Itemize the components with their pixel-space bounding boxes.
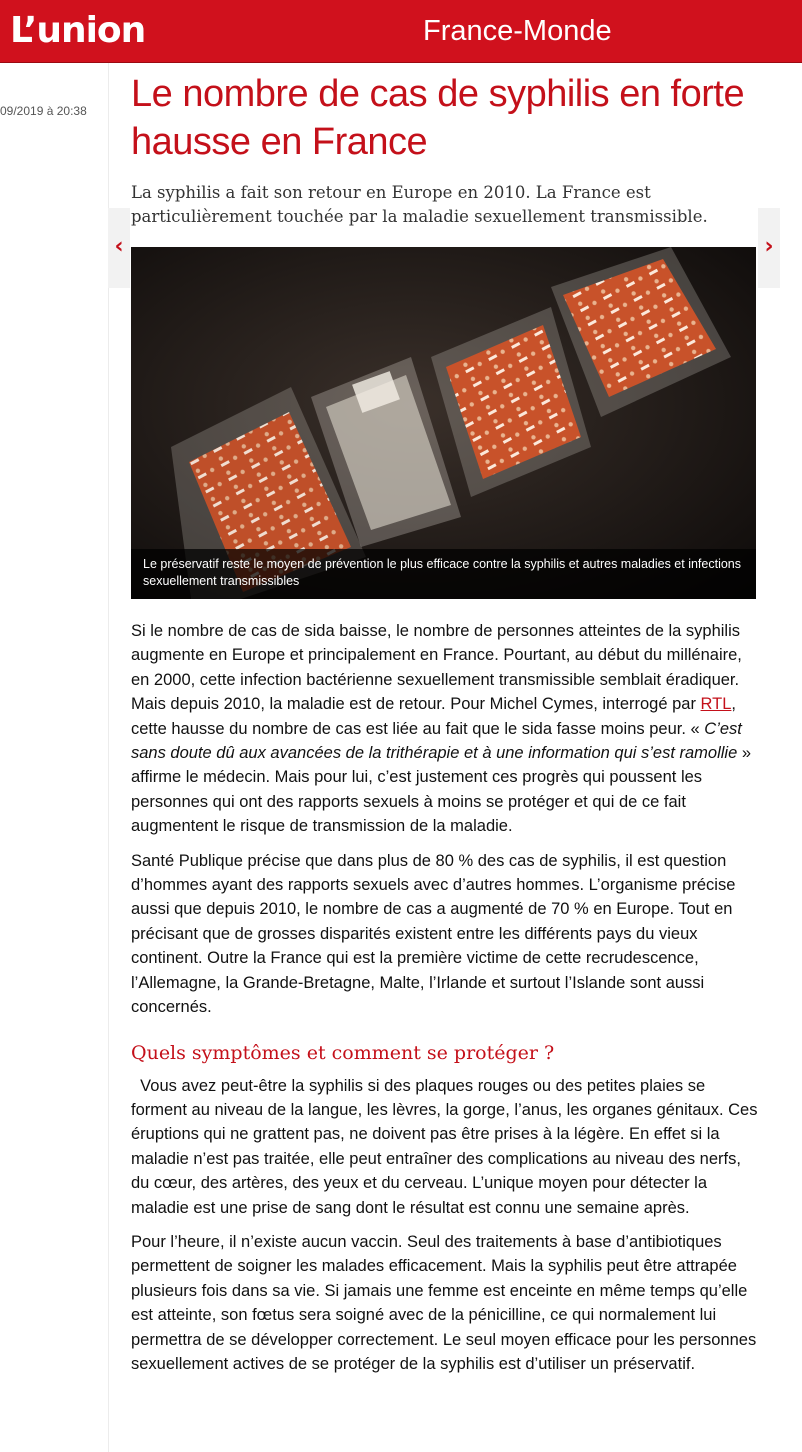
- paragraph-1-text-b: , cette hausse du nombre de cas est liée au fait que le sida fasse moins peur. «: [131, 695, 737, 738]
- doctor-quote: C’est sans doute dû aux avancées de la trithérapie et à une information qui s’est ramollie: [131, 719, 742, 763]
- top-bar: [0, 0, 802, 63]
- site-logo[interactable]: L’union: [10, 10, 146, 51]
- article-title: Le nombre de cas de syphilis en forte hausse en France: [131, 73, 745, 163]
- condom-packages-illustration: [131, 247, 756, 599]
- section-subheading: Quels symptômes et comment se protéger ?: [131, 1041, 555, 1064]
- paragraph-1-text-c: » affirme le médecin. Mais pour lui, c’est justement ces progrès qui poussent les personnes qui ont des rapports sexuels à moins se protéger et qui de ce fait augmentent le risque de transmission de la maladie.: [131, 744, 752, 836]
- rtl-link[interactable]: RTL: [700, 695, 732, 714]
- left-rail: [0, 63, 109, 1452]
- paragraph-2: Santé Publique précise que dans plus de 80 % des cas de syphilis, il est question d’hommes ayant des rapports sexuels avec d’autres hommes. L’organisme précise aussi que depuis 2010, le nombre de cas a augmenté de 70 % en Europe. Tout en précisant que de grosses disparités existent entre les différents pays du vieux continent. Outre la France qui est la première victime de cette recrudescence, l’Allemagne, la Grande-Bretagne, Malte, l’Irlande et surtout l’Islande sont aussi concernés.: [131, 851, 736, 1017]
- paragraph-4: Pour l’heure, il n’existe aucun vaccin. Seul des traitements à base d’antibiotiques permettent de soigner les malades efficacement. Mais la syphilis peut être attrapée plusieurs fois dans sa vie. Si jamais une femme est enceinte en même temps qu’elle est atteinte, son fœtus sera soigné avec de la pénicilline, ce qui normalement lui permettra de se développer correctement. Le seul moyen efficace pour les personnes sexuellement actives de se protéger de la syphilis est d’utiliser un préservatif.: [131, 1232, 757, 1373]
- paragraph-3: [131, 1074, 761, 1220]
- article-body: [131, 619, 761, 1386]
- paragraph-1-text-a: Si le nombre de cas de sida baisse, le nombre de personnes atteintes de la syphilis augmente en Europe et principalement en France. Pourtant, au début du millénaire, en 2000, cette infection bactérienne sexuellement transmissible semblait éradiquer. Mais depuis 2010, la maladie est de retour. Pour Michel Cymes, interrogé par: [131, 622, 742, 714]
- section-title[interactable]: France-Monde: [423, 15, 612, 47]
- paragraph-1: [131, 619, 761, 839]
- photo-caption: Le préservatif reste le moyen de prévention le plus efficace contre la syphilis et autres maladies et infections sexuellement transmissibles: [131, 549, 756, 599]
- article-photo[interactable]: [131, 247, 756, 599]
- article-lede: La syphilis a fait son retour en Europe en 2010. La France est particulièrement touchée par la maladie sexuellement transmissible.: [131, 183, 708, 226]
- slider-next-icon[interactable]: ›: [764, 234, 774, 259]
- publish-date: 09/2019 à 20:38: [0, 104, 87, 118]
- paragraph-3-text: Vous avez peut-être la syphilis si des plaques rouges ou des petites plaies se forment au niveau de la langue, les lèvres, la gorge, l’anus, les organes génitaux. Ces éruptions qui ne grattent pas, ne doivent pas être prises à la légère. En effet si la maladie n’est pas traitée, elle peut entraîner des complications au niveau des nerfs, du cœur, des artères, des yeux et du cerveau. L’unique moyen pour détecter la maladie est une prise de sang dont le résultat est connu une semaine après.: [131, 1076, 758, 1217]
- slider-prev-icon[interactable]: ‹: [114, 234, 124, 259]
